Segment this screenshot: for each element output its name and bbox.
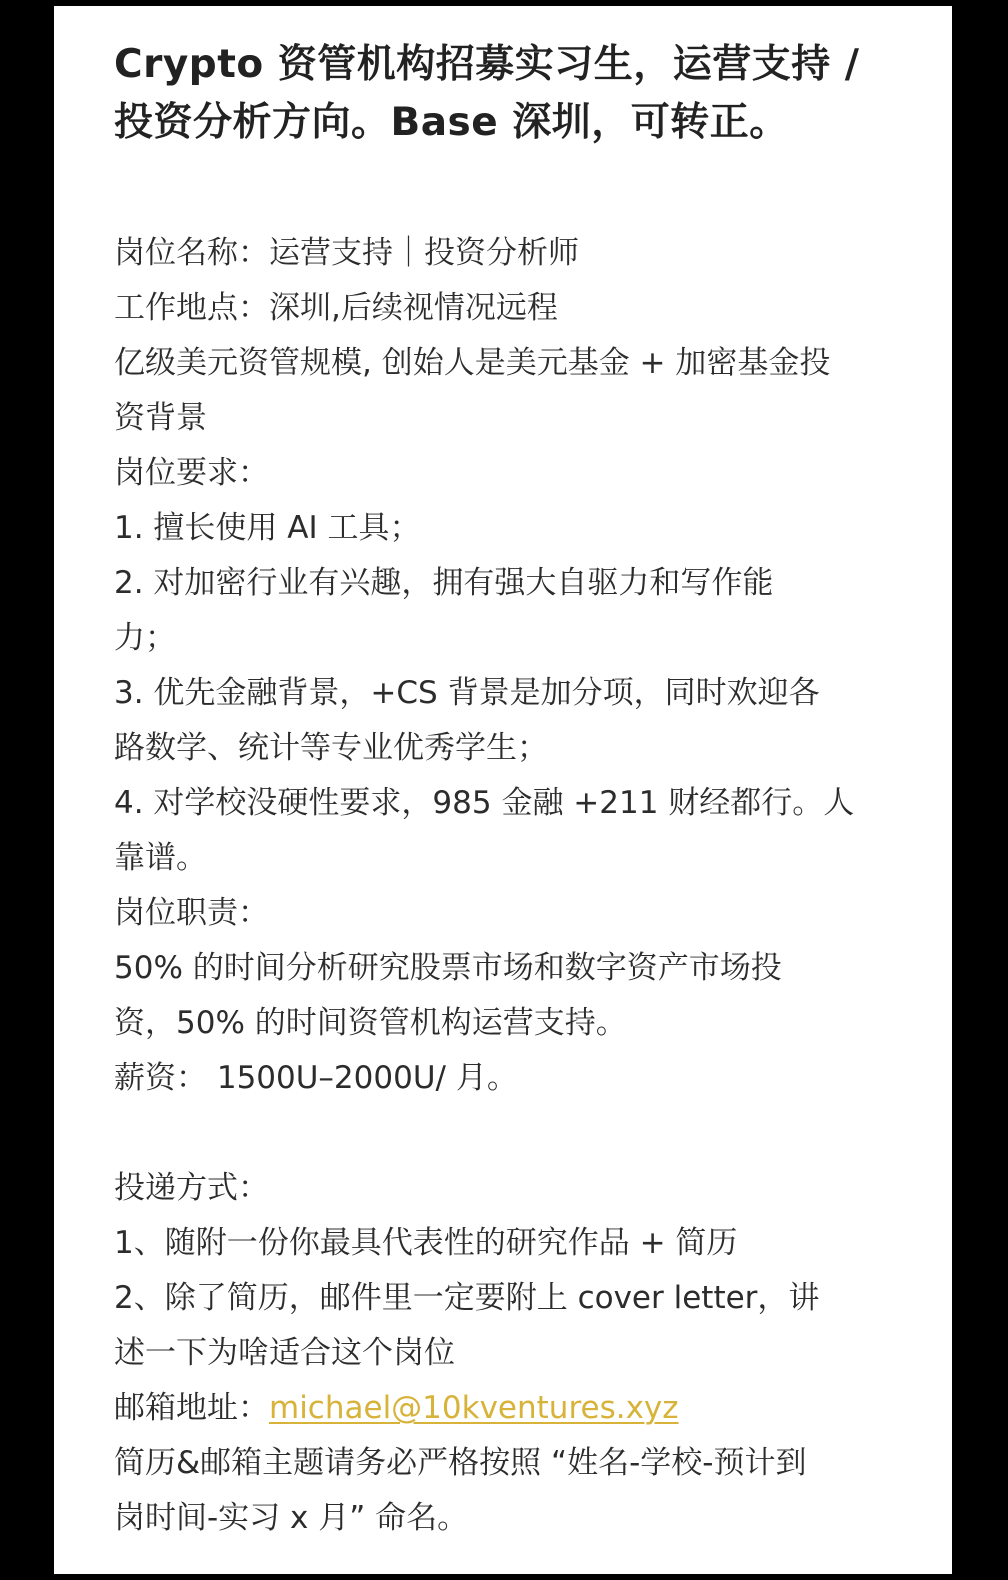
post-card (54, 6, 952, 1574)
requirement-item: 1. 擅长使用 AI 工具； (114, 510, 421, 546)
requirement-item: 2. 对加密行业有兴趣，拥有强大自驱力和写作能 (114, 565, 774, 601)
delivery-item: 述一下为啥适合这个岗位 (114, 1335, 455, 1371)
naming-rule-line: 简历&邮箱主题请务必严格按照 “姓名-学校-预计到 (114, 1445, 807, 1481)
application-instructions (114, 1161, 892, 1546)
company-background-line: 资背景 (114, 400, 207, 436)
requirements-heading: 岗位要求： (114, 455, 269, 491)
email-link[interactable]: michael@10kventures.xyz (269, 1390, 679, 1426)
email-line (114, 1381, 892, 1436)
delivery-heading: 投递方式： (114, 1170, 269, 1206)
post-title-line: Crypto 资管机构招募实习生，运营支持 / (114, 42, 860, 87)
email-label: 邮箱地址： (114, 1390, 269, 1426)
spacer (114, 152, 892, 226)
delivery-item: 2、除了简历，邮件里一定要附上 cover letter，讲 (114, 1280, 820, 1316)
job-details (114, 226, 892, 1106)
post-title (114, 36, 892, 152)
salary-line: 薪资： 1500U–2000U/ 月。 (114, 1060, 518, 1096)
duties-heading: 岗位职责： (114, 895, 269, 931)
work-location-line: 工作地点：深圳,后续视情况远程 (114, 290, 558, 326)
company-background-line: 亿级美元资管规模, 创始人是美元基金 + 加密基金投 (114, 345, 831, 381)
post-title-line: 投资分析方向。Base 深圳，可转正。 (114, 100, 789, 145)
duties-text: 50% 的时间分析研究股票市场和数字资产市场投 (114, 950, 782, 986)
naming-rule-line: 岗时间-实习 x 月” 命名。 (114, 1500, 469, 1536)
delivery-item: 1、随附一份你最具代表性的研究作品 + 简历 (114, 1225, 738, 1261)
requirement-item: 力； (114, 620, 176, 656)
spacer (114, 1106, 892, 1161)
requirement-item: 3. 优先金融背景，+CS 背景是加分项，同时欢迎各 (114, 675, 820, 711)
duties-text: 资，50% 的时间资管机构运营支持。 (114, 1005, 627, 1041)
requirement-item: 靠谱。 (114, 840, 207, 876)
requirement-item: 4. 对学校没硬性要求，985 金融 +211 财经都行。人 (114, 785, 855, 821)
requirement-item: 路数学、统计等专业优秀学生； (114, 730, 548, 766)
position-name-line: 岗位名称：运营支持｜投资分析师 (114, 235, 579, 271)
